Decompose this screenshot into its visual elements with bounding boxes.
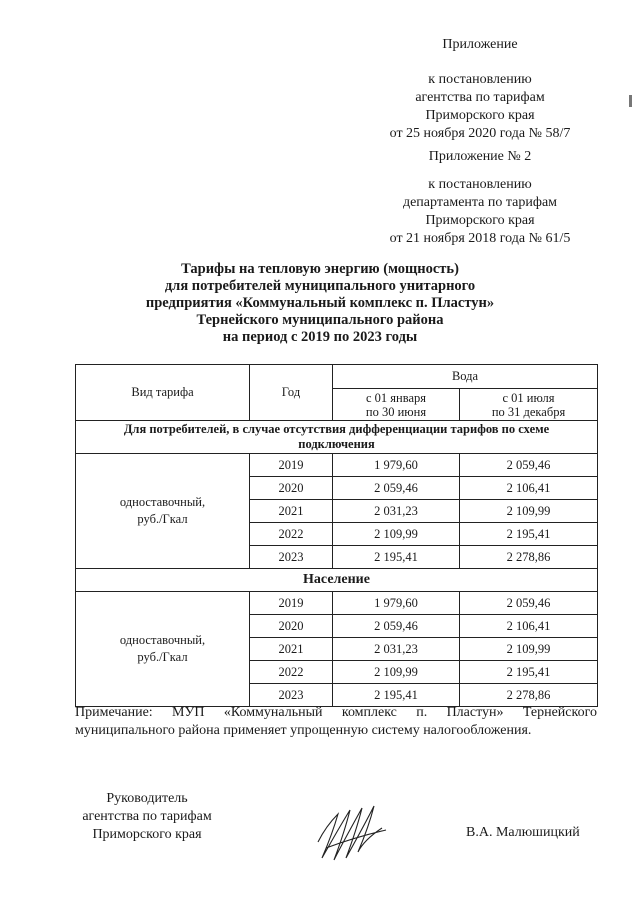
table-row — [76, 454, 598, 477]
signer-position-line: Руководитель — [106, 791, 188, 806]
year-cell: 2020 — [250, 477, 333, 500]
value-h1-cell: 1 979,60 — [333, 454, 460, 477]
year-cell: 2022 — [250, 523, 333, 546]
signer-name: В.А. Малюшицкий — [466, 825, 580, 840]
title-line: Тернейского муниципального района — [196, 312, 444, 328]
value-h1-cell: 2 031,23 — [333, 500, 460, 523]
value-h2-cell: 2 278,86 — [460, 684, 598, 707]
note — [75, 704, 597, 740]
value-h2-cell: 2 106,41 — [460, 477, 598, 500]
tariff-type-line: одноставочный, — [119, 633, 206, 647]
year-cell: 2022 — [250, 661, 333, 684]
value-h2-cell: 2 195,41 — [460, 661, 598, 684]
tariff-table — [75, 364, 598, 707]
value-h1-cell: 2 059,46 — [333, 477, 460, 500]
section-heading-population: Население — [76, 569, 598, 592]
value-h2-cell: 2 059,46 — [460, 454, 598, 477]
value-h1-cell: 2 195,41 — [333, 684, 460, 707]
value-h2-cell: 2 059,46 — [460, 592, 598, 615]
period-2-to: по 31 декабря — [491, 404, 566, 419]
tariff-unit-line: руб./Гкал — [137, 512, 188, 526]
note-line-1: Примечание: МУП «Коммунальный комплекс п. Пластун» Тернейского — [75, 705, 597, 720]
year-cell: 2023 — [250, 684, 333, 707]
tariff-unit-line: руб./Гкал — [137, 650, 188, 664]
scan-edge-mark — [629, 95, 632, 107]
appendix-1-line: к постановлению — [428, 72, 532, 87]
year-cell: 2021 — [250, 500, 333, 523]
signer-position-line: агентства по тарифам — [82, 809, 212, 824]
value-h2-cell: 2 106,41 — [460, 615, 598, 638]
header-tariff-type: Вид тарифа — [76, 365, 250, 421]
section-heading-consumers: Для потребителей, в случае отсутствия дифференциации тарифов по схеме подключения — [76, 421, 598, 454]
title-line: предприятия «Коммунальный комплекс п. Пластун» — [145, 295, 495, 311]
value-h1-cell: 2 031,23 — [333, 638, 460, 661]
header-year: Год — [250, 365, 333, 421]
title-line: для потребителей муниципального унитарного — [164, 278, 476, 294]
appendix-2-title: Приложение № 2 — [428, 149, 532, 164]
value-h2-cell: 2 109,99 — [460, 500, 598, 523]
value-h2-cell: 2 109,99 — [460, 638, 598, 661]
period-1-from: с 01 января — [365, 390, 427, 405]
appendix-1-line: от 25 ноября 2020 года № 58/7 — [389, 126, 571, 141]
period-2-from: с 01 июля — [502, 390, 555, 405]
value-h2-cell: 2 195,41 — [460, 523, 598, 546]
header-period-2 — [460, 389, 598, 421]
note-line-2: муниципального района применяет упрощенную систему налогообложения. — [75, 723, 532, 738]
header-water: Вода — [333, 365, 598, 389]
value-h1-cell: 2 059,46 — [333, 615, 460, 638]
appendix-2-line: департамента по тарифам — [402, 195, 558, 210]
appendix-2-line: от 21 ноября 2018 года № 61/5 — [389, 231, 571, 246]
table-row — [76, 592, 598, 615]
year-cell: 2019 — [250, 592, 333, 615]
document-title — [110, 261, 530, 346]
value-h2-cell: 2 278,86 — [460, 546, 598, 569]
appendix-1-block — [360, 36, 600, 143]
appendix-2-line: к постановлению — [428, 177, 532, 192]
year-cell: 2020 — [250, 615, 333, 638]
tariff-type-cell — [76, 592, 250, 707]
tariff-type-line: одноставочный, — [119, 495, 206, 509]
value-h1-cell: 1 979,60 — [333, 592, 460, 615]
value-h1-cell: 2 109,99 — [333, 661, 460, 684]
period-1-to: по 30 июня — [365, 404, 427, 419]
year-cell: 2023 — [250, 546, 333, 569]
appendix-1-title: Приложение — [442, 37, 518, 52]
appendix-2-line: Приморского края — [425, 213, 535, 228]
signer-position — [72, 790, 222, 844]
handwritten-signature — [312, 800, 392, 870]
appendix-1-line: агентства по тарифам — [415, 90, 545, 105]
year-cell: 2019 — [250, 454, 333, 477]
year-cell: 2021 — [250, 638, 333, 661]
signer-position-line: Приморского края — [92, 827, 202, 842]
title-line: Тарифы на тепловую энергию (мощность) — [181, 261, 459, 277]
header-period-1 — [333, 389, 460, 421]
value-h1-cell: 2 109,99 — [333, 523, 460, 546]
value-h1-cell: 2 195,41 — [333, 546, 460, 569]
tariff-type-cell — [76, 454, 250, 569]
appendix-1-line: Приморского края — [425, 108, 535, 123]
title-line: на период с 2019 по 2023 годы — [222, 329, 418, 345]
appendix-2-block — [360, 148, 600, 248]
